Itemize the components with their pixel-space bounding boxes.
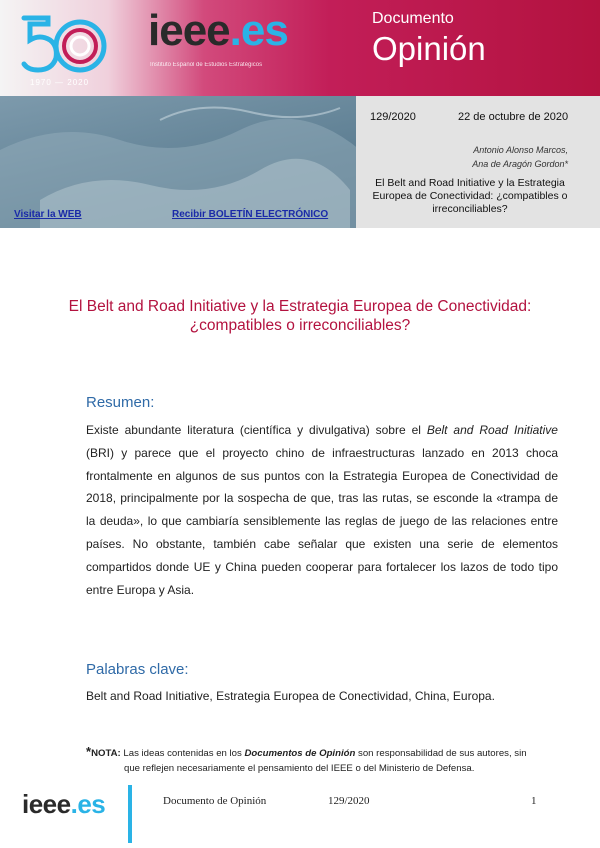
header-banner	[0, 0, 600, 228]
note-line-2: que reflejen necesariamente el pensamiento del IEEE o del Ministerio de Defensa.	[124, 763, 475, 774]
brand-ext: .es	[229, 6, 288, 55]
keywords-heading: Palabras clave:	[86, 661, 189, 678]
brand-logo	[148, 6, 288, 56]
keywords-text: Belt and Road Initiative, Estrategia Europea de Conectividad, China, Europa.	[86, 689, 495, 703]
page-number: 1	[531, 795, 537, 807]
footer-brand-main: ieee	[22, 789, 71, 819]
footer-brand-ext: .es	[70, 789, 106, 819]
short-title: El Belt and Road Initiative y la Estrategia Europea de Conectividad: ¿compatibles o irreconciliables?	[372, 177, 568, 215]
disclaimer-note	[86, 744, 564, 776]
abstract-text	[86, 419, 558, 601]
footer-doc-label: Documento de Opinión	[163, 795, 267, 807]
footer-divider	[128, 785, 132, 843]
visit-web-link[interactable]: Visitar la WEB	[14, 209, 82, 220]
footer-logo	[22, 789, 105, 820]
author-line-1: Antonio Alonso Marcos,	[473, 145, 568, 155]
note-emphasis: Documentos de Opinión	[244, 748, 356, 759]
author-line-2: Ana de Aragón Gordon*	[472, 159, 568, 169]
abstract-italic: Belt and Road Initiative	[426, 423, 558, 437]
brand-main: ieee	[148, 6, 230, 55]
brand-subtitle: Instituto Español de Estudios Estratégicos	[150, 62, 263, 68]
note-text-2: son responsabilidad de sus autores, sin	[355, 748, 527, 759]
abstract-part-2: (BRI) y parece que el proyecto chino de infraestructuras lanzado en 2013 choca frontalmente en algunos de sus puntos con la Estrategia Europea de Conectividad de 2018, principalmente por la sospecha de que, tras las rutas, se esconde la «trampa de la deuda», lo que cambiaría sensiblemente las reglas de juego de las relaciones entre países. No obstante, también cabe señalar que existen una serie de elementos compartidos donde UE y China pueden cooperar para fortalecer los lazos de todo tipo entre Europa y Asia.	[86, 445, 558, 597]
document-date: 22 de octubre de 2020	[458, 111, 569, 123]
abstract-heading: Resumen:	[86, 394, 155, 411]
logo-years: 1970 — 2020	[30, 78, 90, 87]
note-asterisk: *	[86, 744, 92, 759]
series-label-opinion: Opinión	[372, 30, 486, 67]
series-label-documento: Documento	[372, 10, 454, 27]
note-label: NOTA:	[91, 748, 121, 759]
note-text-1: Las ideas contenidas en los	[120, 748, 245, 759]
document-title: El Belt and Road Initiative y la Estrategia Europea de Conectividad: ¿compatibles o irreconciliables?	[68, 298, 532, 334]
footer-doc-number: 129/2020	[328, 795, 370, 807]
newsletter-link[interactable]: Recibir BOLETÍN ELECTRÓNICO	[172, 209, 329, 220]
document-number: 129/2020	[370, 111, 416, 123]
authors	[348, 143, 568, 171]
abstract-part-1: Existe abundante literatura (científica y divulgativa) sobre el	[86, 423, 427, 437]
